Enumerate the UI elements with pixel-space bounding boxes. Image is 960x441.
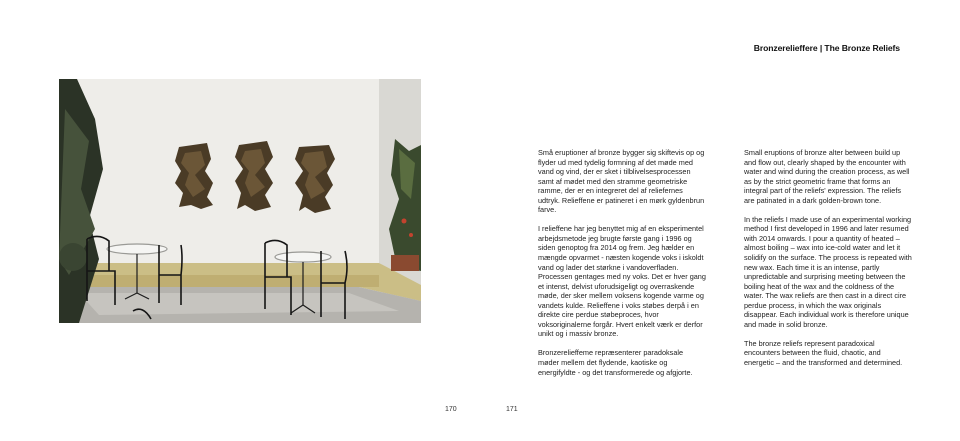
english-text-column: [744, 148, 912, 377]
english-paragraph-3: The bronze reliefs represent paradoxical encounters between the fluid, chaotic, and energetic – and the transformed and determined.: [744, 338, 903, 368]
page-number-left: 170: [445, 406, 457, 413]
running-header: Bronzerelieffere | The Bronze Reliefs: [753, 43, 900, 53]
english-paragraph-1: Small eruptions of bronze alter between build up and flow out, clearly shaped by the encounter with water and wind during the creation process, as well as by the strict geometric frame that forms an integral part of the reliefs' expression. The reliefs are patinated in a dark golden-brown tone.: [744, 148, 910, 205]
danish-paragraph-3: Bronzerelieffeme repræsenterer paradoksale møder mellem det flydende, kaotiske og energifyldte - og det transformerede og afgjorte.: [538, 348, 693, 377]
courtyard-photo: [59, 79, 421, 323]
danish-text-column: [538, 148, 706, 387]
bronze-relief-2: [235, 141, 273, 211]
right-page: [480, 0, 960, 441]
danish-paragraph-1: Små eruptioner af bronze bygger sig skiftevis op og flyder ud med tydelig formning af det møde med vand og vind, der er sket i tilblivelsesprocessen samt af mødet med den stramme geometriske ramme, der er en integreret del af reliefernes udtryk. Relieffene er patineret i en mørk gyldenbrun farve.: [538, 148, 705, 215]
page-number-right: 171: [506, 406, 518, 413]
photograph-icon: [59, 79, 421, 323]
danish-paragraph-2: I relieffene har jeg benyttet mig af en eksperimentel arbejdsmetode jeg brugte første gang i 1996 og siden genoptog fra 2014 og frem. Jeg hælder en mængde opvarmet - næsten kogende voks i iskoldt vand og lader det størkne i vandoverfladen. Processen gentages med ny voks. Det er hver gang et intenst, delvist uforudsigeligt og overraskende møde, der sker mellem voksens kogende varme og vandets kulde. Relieffene i voks støbes derpå i en direkte cire perdue støbeproces, hvor voksoriginalerne forgår. Hvert enkelt værk er derfor unikt og i massiv bronze.: [538, 224, 706, 339]
english-paragraph-2: In the reliefs I made use of an experimental working method I first developed in 1996 and later resumed with 2014 onwards. I pour a quantity of heated – almost boiling – wax into ice-cold water and let it solidify on the surface. The process is repeated with new wax. Each time it is an intense, partly unpredictable and surprising meeting between the boiling heat of the wax and the coldness of the water. The wax reliefs are then cast in a direct cire perdue process, in which the wax originals disappear. Each individual work is therefore unique and made in solid bronze.: [744, 214, 912, 329]
